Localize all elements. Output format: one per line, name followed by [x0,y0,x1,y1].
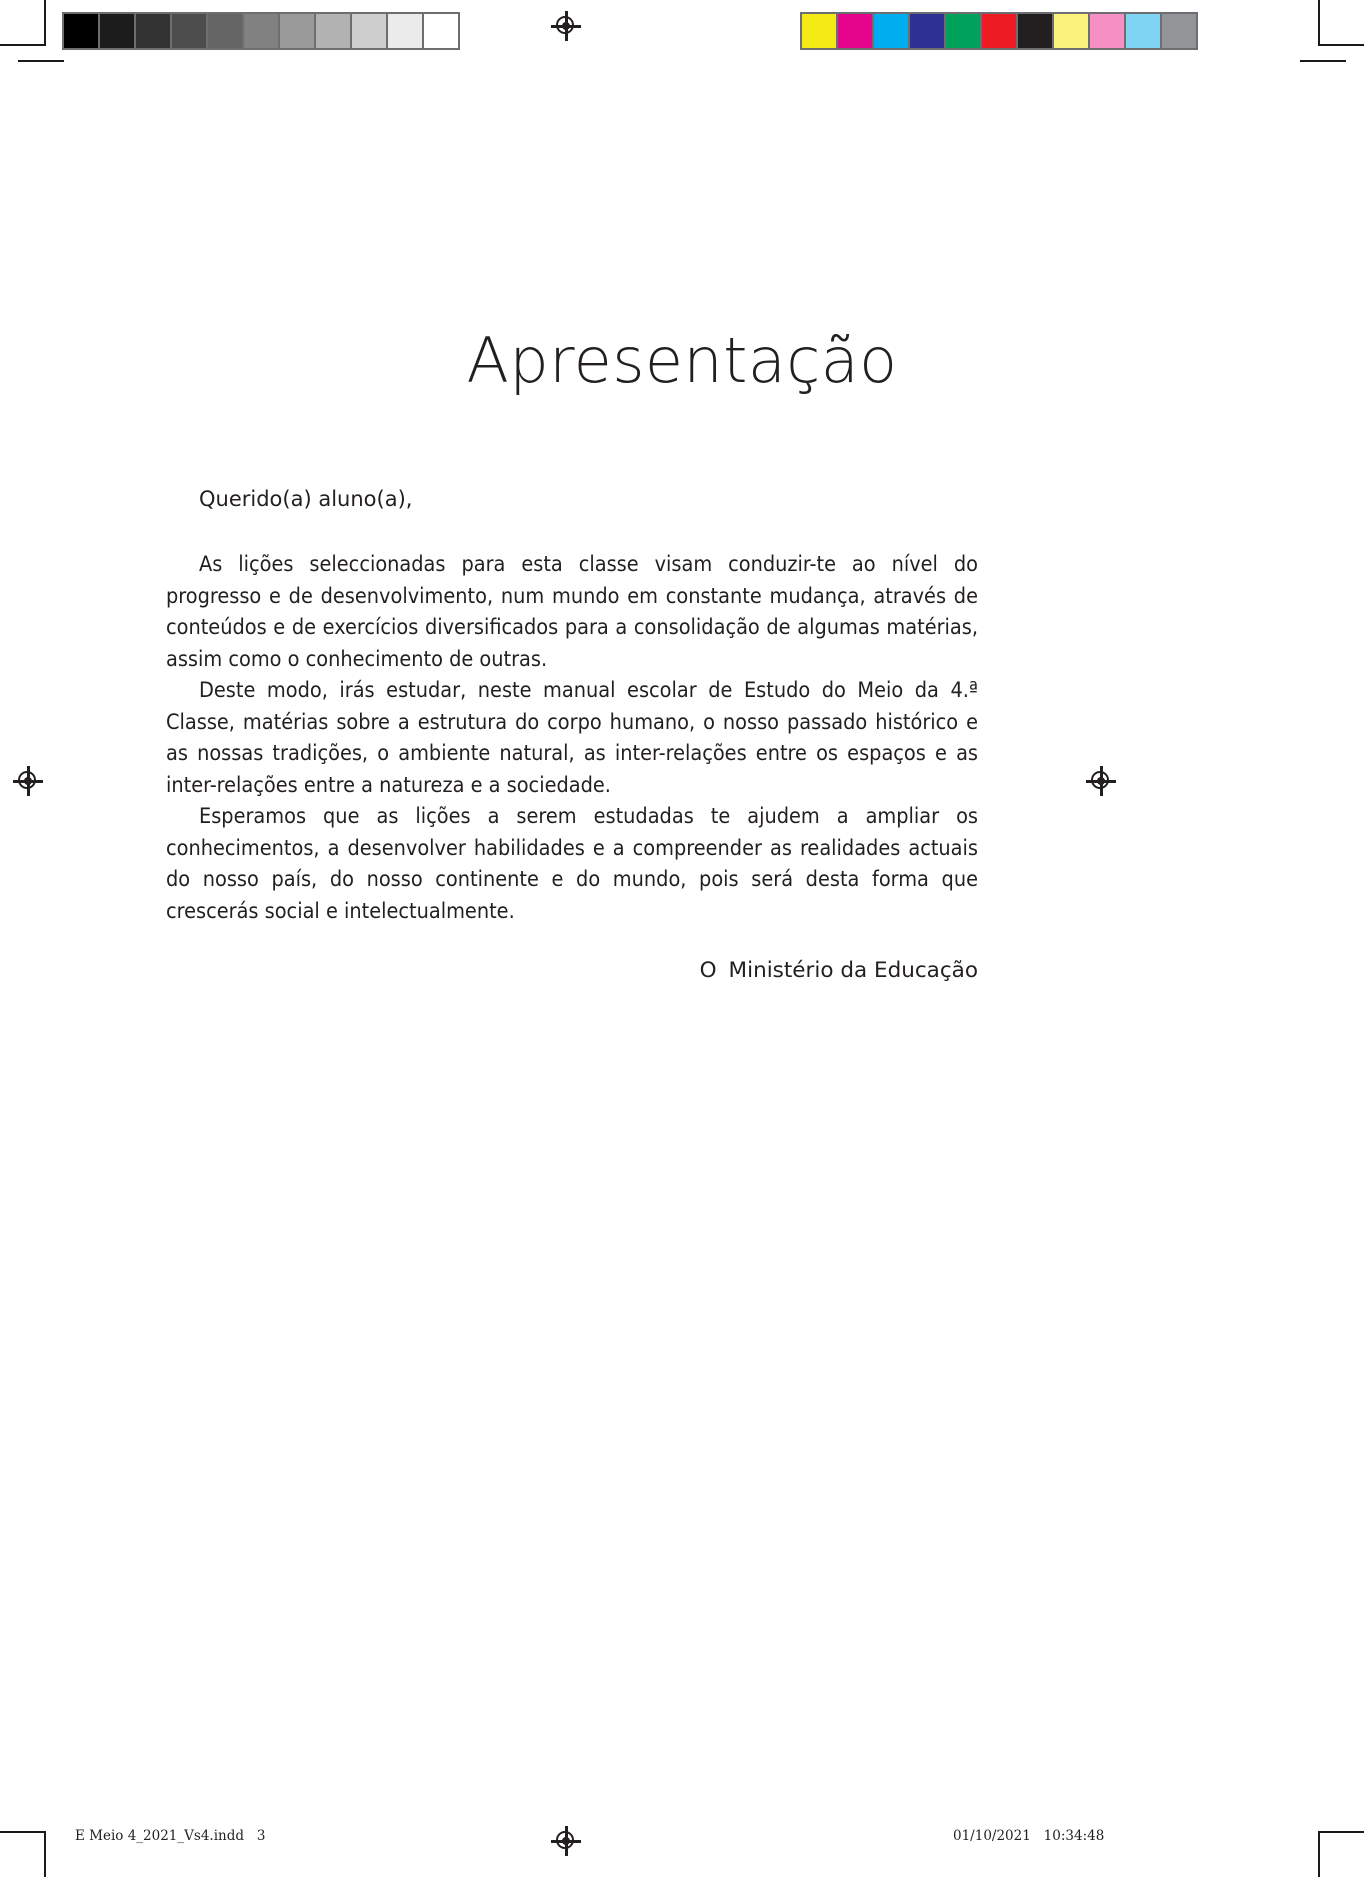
paragraph-2: Deste modo, irás estudar, neste manual escolar de Estudo do Meio da 4.ª Classe, matérias sobre a estrutura do corpo humano, o nosso passado histórico e as nossas tradições, o ambiente natural, as inter-relações entre os espaços e as inter-relações entre a natureza e a sociedade. [166,678,978,798]
footer-file-name: E Meio 4_2021_Vs4.indd 3 [75,1828,266,1844]
paragraph-3: Esperamos que as lições a serem estudadas te ajudem a ampliar os conhecimentos, a desenvolver habilidades e a compreender as realidades actuais do nosso país, do nosso continente e do mundo, pois será desta forma que crescerás social e intelectualmente. [166,804,978,924]
page-title: Apresentação [466,323,898,397]
signature-text: Ministério da Educação [728,958,978,983]
signature-line [166,958,978,983]
paragraph-1: As lições seleccionadas para esta classe visam conduzir-te ao nível do progresso e de desenvolvimento, num mundo em constante mudança, através de conteúdos e de exercícios diversificados para a consolidação de algumas matérias, assim como o conhecimento de outras. [166,552,978,672]
signature-mark: O [699,958,717,983]
salutation: Querido(a) aluno(a), [199,487,413,511]
footer-timestamp: 01/10/2021 10:34:48 [953,1828,1105,1844]
body-text-block [166,487,978,927]
